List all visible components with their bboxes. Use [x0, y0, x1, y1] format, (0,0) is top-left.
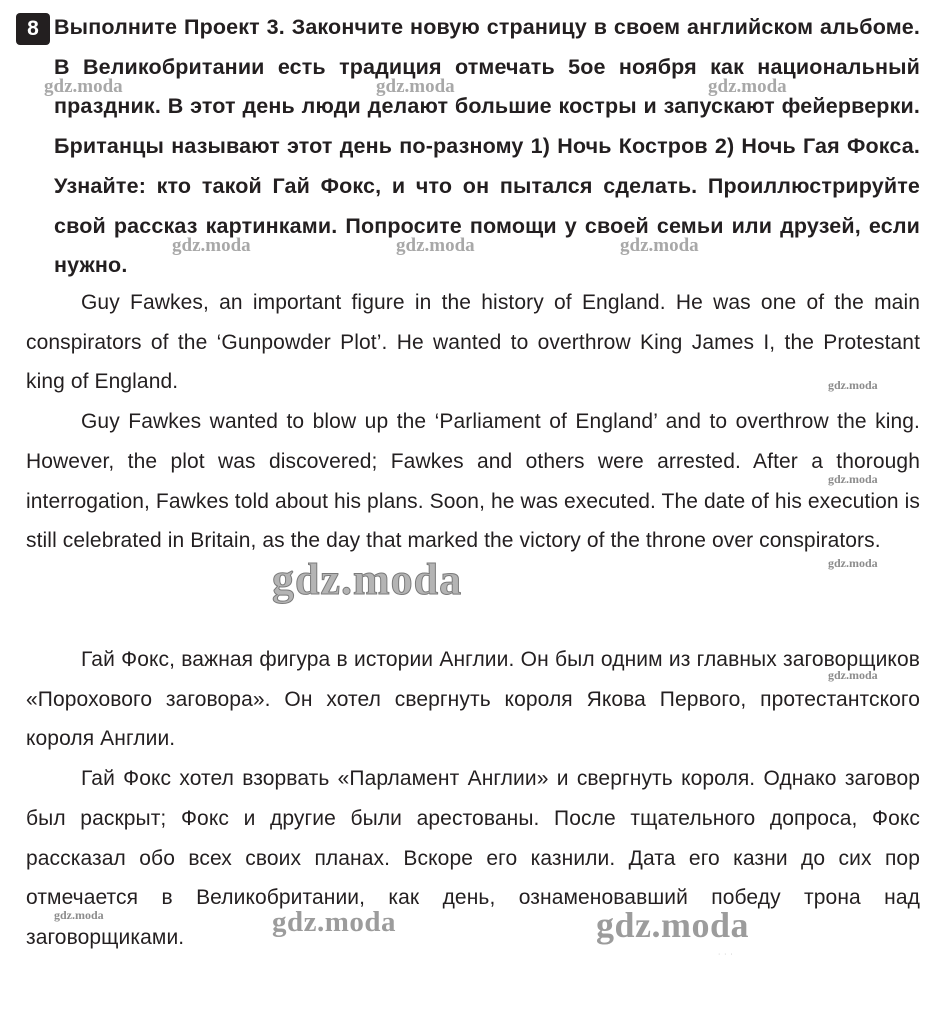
- watermark: gdz.moda: [828, 472, 878, 486]
- watermark: gdz.moda: [828, 556, 878, 570]
- watermark: gdz.moda: [272, 906, 397, 938]
- english-paragraph-1: Guy Fawkes, an important figure in the history of England. He was one of the main conspirators of the ‘Gunpowder Plot’. He wanted to overthrow King James I, the Protestant king of England.: [26, 291, 920, 394]
- russian-text: [26, 640, 920, 958]
- watermark: gdz.moda: [708, 76, 787, 97]
- task-instruction: Выполните Проект 3. Закончите новую страницу в своем английском альбоме. В Великобритании есть традиция отмечать 5ое ноября как национальный праздник. В этот день люди делают большие костры и запускают фейерверки. Британцы называют этот день по-разному 1) Ночь Костров 2) Ночь Гая Фокса. Узнайте: кто такой Гай Фокс, и что он пытался сделать. Проиллюстрируйте свой рассказ картинками. Попросите помощи у своей семьи или друзей, если нужно.: [54, 15, 920, 278]
- watermark: gdz.moda: [620, 235, 699, 256]
- watermark: gdz.moda: [828, 378, 878, 392]
- watermark: gdz.moda: [828, 668, 878, 682]
- watermark: gdz.moda: [596, 905, 750, 945]
- watermark: gdz.moda: [54, 908, 104, 922]
- watermark: gdz.moda: [396, 235, 475, 256]
- watermark: gdz.moda: [376, 76, 455, 97]
- english-paragraph-2: Guy Fawkes wanted to blow up the ‘Parliament of England’ and to overthrow the king. However, the plot was discovered; Fawkes and others were arrested. After a thorough interrogation, Fawkes told about his plans. Soon, he was executed. The date of his execution is still celebrated in Britain, as the day that marked the victory of the throne over conspirators.: [26, 410, 920, 553]
- russian-paragraph-2: Гай Фокс хотел взорвать «Парламент Англии» и свергнуть короля. Однако заговор был раскрыт; Фокс и другие были арестованы. После тщательного допроса, Фокс рассказал обо всех своих планах. Вскоре его казнили. Дата его казни до сих пор отмечается в Великобритании, как день, ознаменовавший победу трона над заговорщиками.: [26, 767, 920, 949]
- watermark: gdz.moda: [272, 555, 463, 604]
- watermark: gdz.moda: [172, 235, 251, 256]
- english-text: [26, 283, 920, 561]
- scan-smudge: ˙ ˙ ˙: [718, 953, 734, 964]
- russian-paragraph-1: Гай Фокс, важная фигура в истории Англии. Он был одним из главных заговорщиков «Порохового заговора». Он хотел свергнуть короля Якова Первого, протестантского короля Англии.: [26, 648, 920, 751]
- task-number-badge: 8: [16, 13, 50, 45]
- watermark: gdz.moda: [44, 76, 123, 97]
